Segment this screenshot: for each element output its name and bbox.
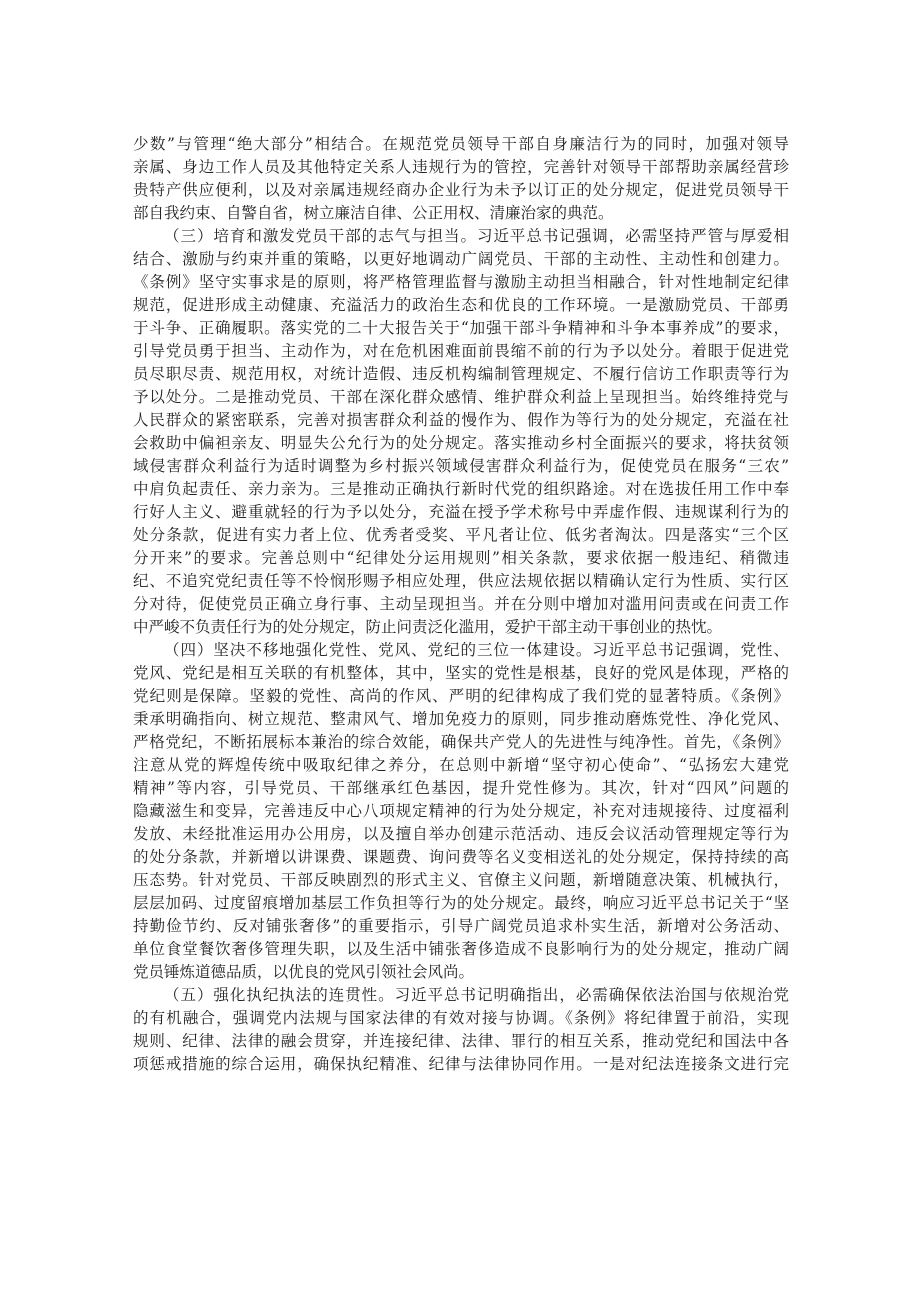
- text-line: （三）培育和激发党员干部的志气与担当。习近平总书记强调，必需坚持严管与厚爱相: [164, 227, 789, 245]
- text-line: 分对待，促使党员正确立身行事、主动呈现担当。并在分则中增加对滥用问责或在问责工作: [133, 595, 789, 613]
- text-line: 严格党纪，不断拓展标本兼治的综合效能，确保共产党人的先进性与纯净性。首先，《条例》: [133, 733, 789, 751]
- text-line: 规范，促进形成主动健康、充溢活力的政治生态和优良的工作环境。一是激励党员、干部勇: [133, 296, 789, 314]
- text-line: 人民群众的紧密联系，完善对损害群众利益的慢作为、假作为等行为的处分规定，充溢在社: [133, 411, 789, 429]
- text-line: 员尽职尽责、规范用权，对统计造假、违反机构编制管理规定、不履行信访工作职责等行为: [133, 365, 789, 383]
- text-line: 行好人主义、避重就轻的行为予以处分，充溢在授予学术称号中弄虚作假、违规谋利行为的: [133, 503, 789, 521]
- text-line: 层层加码、过度留痕增加基层工作负担等行为的处分规定。最终，响应习近平总书记关于“坚: [133, 894, 789, 912]
- text-line: 分开来”的要求。完善总则中“纪律处分运用规则”相关条款，要求依据一般违纪、稍微违: [133, 549, 789, 567]
- text-line: 亲属、身边工作人员及其他特定关系人违规行为的管控，完善针对领导干部帮助亲属经营珍: [133, 158, 789, 176]
- text-line: 域侵害群众利益行为适时调整为乡村振兴领域侵害群众利益行为，促使党员在服务“三农”: [133, 457, 789, 475]
- text-line: 会救助中偏袒亲友、明显失公允行为的处分规定。落实推动乡村全面振兴的要求，将扶贫领: [133, 434, 789, 452]
- text-line: 规则、纪律、法律的融会贯穿，并连接纪律、法律、罪行的相互关系，推动党纪和国法中各: [133, 1032, 789, 1050]
- text-line: 《条例》坚守实事求是的原则，将严格管理监督与激励主动担当相融合，针对性地制定纪律: [133, 273, 789, 291]
- text-line: 隐藏滋生和变异，完善违反中心八项规定精神的行为处分规定，补充对违规接待、过度福利: [133, 802, 789, 820]
- paragraph-section-5: [133, 984, 789, 1076]
- text-line: 贵特产供应便利，以及对亲属违规经商办企业行为未予以订正的处分规定，促进党员领导干: [133, 181, 789, 199]
- document-body: [133, 133, 789, 1076]
- text-line: 党风、党纪是相互关联的有机整体，其中，坚实的党性是根基，良好的党风是体现，严格的: [133, 664, 789, 682]
- text-line: 持勤俭节约、反对铺张奢侈”的重要指示，引导广阔党员追求朴实生活，新增对公务活动、: [133, 917, 789, 935]
- text-line: 党员锤炼道德品质，以优良的党风引领社会风尚。: [133, 963, 475, 981]
- text-line: 秉承明确指向、树立规范、整肃风气、增加免疫力的原则，同步推动磨炼党性、净化党风、: [133, 710, 789, 728]
- text-line: 精神”等内容，引导党员、干部继承红色基因，提升党性修为。其次，针对“四风”问题的: [133, 779, 789, 797]
- text-line: 予以处分。二是推动党员、干部在深化群众感情、维护群众利益上呈现担当。始终维持党与: [133, 388, 789, 406]
- text-line: 项惩戒措施的综合运用，确保执纪精准、纪律与法律协同作用。一是对纪法连接条文进行完: [133, 1055, 789, 1073]
- paragraph-section-4: [133, 639, 789, 984]
- text-line: 党纪则是保障。坚毅的党性、高尚的作风、严明的纪律构成了我们党的显著特质。《条例》: [133, 687, 789, 705]
- text-line: 结合、激励与约束并重的策略，以更好地调动广阔党员、干部的主动性、主动性和创建力。: [133, 250, 789, 268]
- text-line: 注意从党的辉煌传统中吸取纪律之养分，在总则中新增“坚守初心使命”、“弘扬宏大建党: [133, 756, 789, 774]
- text-line: 少数”与管理“绝大部分”相结合。在规范党员领导干部自身廉洁行为的同时，加强对领导: [133, 135, 789, 153]
- text-line: （五）强化执纪执法的连贯性。习近平总书记明确指出，必需确保依法治国与依规治党: [164, 986, 789, 1004]
- text-line: 部自我约束、自警自省，树立廉洁自律、公正用权、清廉治家的典范。: [133, 204, 614, 222]
- paragraph-continuation: [133, 133, 789, 225]
- text-line: 处分条款，促进有实力者上位、优秀者受奖、平凡者让位、低劣者淘汰。四是落实“三个区: [133, 526, 789, 544]
- paragraph-section-3: [133, 225, 789, 639]
- text-line: 纪、不追究党纪责任等不怜悯形赐予相应处理，供应法规依据以精确认定行为性质、实行区: [133, 572, 789, 590]
- text-line: （四）坚决不移地强化党性、党风、党纪的三位一体建设。习近平总书记强调，党性、: [164, 641, 789, 659]
- text-line: 中肩负起责任、亲力亲为。三是推动正确执行新时代党的组织路途。对在选拔任用工作中奉: [133, 480, 789, 498]
- text-line: 发放、未经批准运用办公用房，以及擅自举办创建示范活动、违反会议活动管理规定等行为: [133, 825, 789, 843]
- text-line: 于斗争、正确履职。落实党的二十大报告关于“加强干部斗争精神和斗争本事养成”的要求，: [133, 319, 789, 337]
- text-line: 中严峻不负责任行为的处分规定，防止问责泛化滥用，爱护干部主动干事创业的热忱。: [133, 618, 723, 636]
- text-line: 压态势。针对党员、干部反映剧烈的形式主义、官僚主义问题，新增随意决策、机械执行，: [133, 871, 789, 889]
- text-line: 单位食堂餐饮奢侈管理失职，以及生活中铺张奢侈造成不良影响行为的处分规定，推动广阔: [133, 940, 789, 958]
- text-line: 引导党员勇于担当、主动作为，对在危机困难面前畏缩不前的行为予以处分。着眼于促进党: [133, 342, 789, 360]
- text-line: 的处分条款，并新增以讲课费、课题费、询问费等名义变相送礼的处分规定，保持持续的高: [133, 848, 789, 866]
- text-line: 的有机融合，强调党内法规与国家法律的有效对接与协调。《条例》将纪律置于前沿，实现: [133, 1009, 789, 1027]
